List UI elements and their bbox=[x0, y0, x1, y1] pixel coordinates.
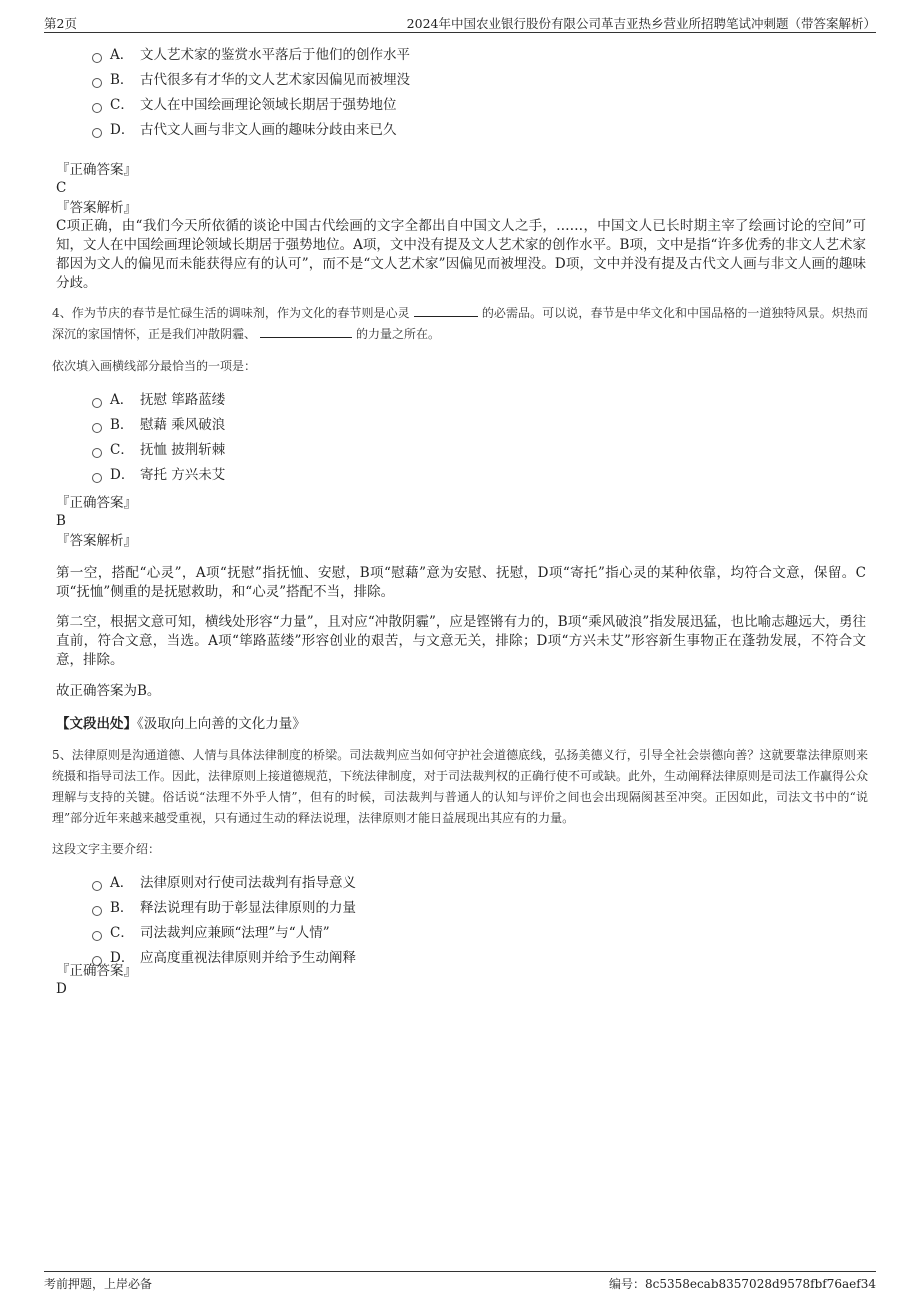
radio-icon[interactable] bbox=[92, 448, 102, 458]
blank-2 bbox=[260, 325, 352, 338]
analysis-paragraph-2: 第二空，根据文意可知，横线处形容“力量”，且对应“冲散阴霾”，应是铿锵有力的，B项“乘风破浪”指发展迅猛，也比喻志趣远大，勇往直前，符合文意，当选。A项“筚路蓝缕”形容创业的艰苦，与文意无关，排除；D项“方兴未艾”形容新生事物正在蓬勃发展，不符合文意，排除。 bbox=[56, 614, 866, 668]
source-line: 【文段出处】《汲取向上向善的文化力量》 bbox=[56, 716, 306, 732]
option-c[interactable]: C． 文人在中国绘画理论领域长期居于强势地位 bbox=[92, 95, 397, 115]
radio-icon[interactable] bbox=[92, 881, 102, 891]
blank-1 bbox=[414, 304, 478, 317]
answer-label: 『正确答案』 bbox=[56, 162, 137, 178]
analysis-paragraph-3: 故正确答案为B。 bbox=[56, 683, 161, 699]
document-id: 编号：8c5358ecab8357028d9578fbf76aef34 bbox=[608, 1277, 876, 1291]
option-d[interactable]: D． 应高度重视法律原则并给予生动阐释 bbox=[92, 948, 356, 968]
question-prompt: 这段文字主要介绍： bbox=[52, 842, 161, 856]
option-b[interactable]: B． 释法说理有助于彰显法律原则的力量 bbox=[92, 898, 356, 918]
answer-value: B bbox=[56, 513, 66, 529]
radio-icon[interactable] bbox=[92, 128, 102, 138]
page-footer bbox=[44, 1271, 876, 1291]
option-d[interactable]: D． 古代文人画与非文人画的趣味分歧由来已久 bbox=[92, 120, 397, 140]
radio-icon[interactable] bbox=[92, 473, 102, 483]
answer-value: C bbox=[56, 180, 67, 196]
radio-icon[interactable] bbox=[92, 103, 102, 113]
option-d[interactable]: D． 寄托 方兴未艾 bbox=[92, 465, 225, 485]
radio-icon[interactable] bbox=[92, 53, 102, 63]
analysis-text: C项正确，由“我们今天所依循的谈论中国古代绘画的文字全都出自中国文人之手，……，中国文人已长时期主宰了绘画讨论的空间”可知，文人在中国绘画理论领域长期居于强势地位。A项，文中没有提及文人艺术家的创作水平。B项，文中是指“许多优秀的非文人艺术家都因为文人的偏见而未能获得应有的认可”，而不是“文人艺术家”因偏见而被埋没。D项，文中并没有提及古代文人画与非文人画的趣味分歧。 bbox=[56, 218, 866, 291]
option-b[interactable]: B． 古代很多有才华的文人艺术家因偏见而被埋没 bbox=[92, 70, 410, 90]
document-title: 2024年中国农业银行股份有限公司革吉亚热乡营业所招聘笔试冲刺题（带答案解析） bbox=[406, 16, 876, 31]
question-stem: 4、作为节庆的春节是忙碌生活的调味剂，作为文化的春节则是心灵 的必需品。可以说，春节是中华文化和中国品格的一道独特风景。炽热而深沉的家国情怀，正是我们冲散阴霾、 的力量之所在。 bbox=[52, 306, 868, 341]
radio-icon[interactable] bbox=[92, 931, 102, 941]
option-a[interactable]: A． 文人艺术家的鉴赏水平落后于他们的创作水平 bbox=[92, 45, 410, 65]
analysis-paragraph-1: 第一空，搭配“心灵”，A项“抚慰”指抚恤、安慰，B项“慰藉”意为安慰、抚慰，D项“寄托”指心灵的某种依靠，均符合文意，保留。C项“抚恤”侧重的是抚慰救助，和“心灵”搭配不当，排除。 bbox=[56, 565, 866, 600]
radio-icon[interactable] bbox=[92, 398, 102, 408]
radio-icon[interactable] bbox=[92, 423, 102, 433]
footer-slogan: 考前押题，上岸必备 bbox=[44, 1277, 153, 1291]
analysis-label: 『答案解析』 bbox=[56, 533, 137, 549]
option-c[interactable]: C． 抚恤 披荆斩棘 bbox=[92, 440, 225, 460]
answer-label: 『正确答案』 bbox=[56, 495, 137, 511]
answer-value: D bbox=[56, 981, 67, 997]
question-prompt: 依次填入画横线部分最恰当的一项是： bbox=[52, 359, 257, 373]
radio-icon[interactable] bbox=[92, 906, 102, 916]
option-b[interactable]: B． 慰藉 乘风破浪 bbox=[92, 415, 225, 435]
analysis-label: 『答案解析』 bbox=[56, 200, 137, 216]
radio-icon[interactable] bbox=[92, 78, 102, 88]
page-number: 第2页 bbox=[44, 16, 77, 31]
option-a[interactable]: A． 抚慰 筚路蓝缕 bbox=[92, 390, 225, 410]
answer-label: 『正确答案』 bbox=[56, 963, 137, 979]
option-a[interactable]: A． 法律原则对行使司法裁判有指导意义 bbox=[92, 873, 356, 893]
option-c[interactable]: C． 司法裁判应兼顾“法理”与“人情” bbox=[92, 923, 330, 943]
question-stem: 5、法律原则是沟通道德、人情与具体法律制度的桥梁。司法裁判应当如何守护社会道德底线，弘扬美德义行，引导全社会崇德向善？这就要靠法律原则来统摄和指导司法工作。因此，法律原则上接道德规范，下统法律制度，对于司法裁判权的正确行使不可或缺。此外，生动阐释法律原则是司法工作赢得公众理解与支持的关键。俗话说“法理不外乎人情”，但有的时候，司法裁判与普通人的认知与评价之间也会出现隔阂甚至冲突。正因如此，司法文书中的“说理”部分近年来越来越受重视，只有通过生动的释法说理，法律原则才能日益展现出其应有的力量。 bbox=[52, 748, 869, 825]
page-header bbox=[44, 14, 876, 33]
